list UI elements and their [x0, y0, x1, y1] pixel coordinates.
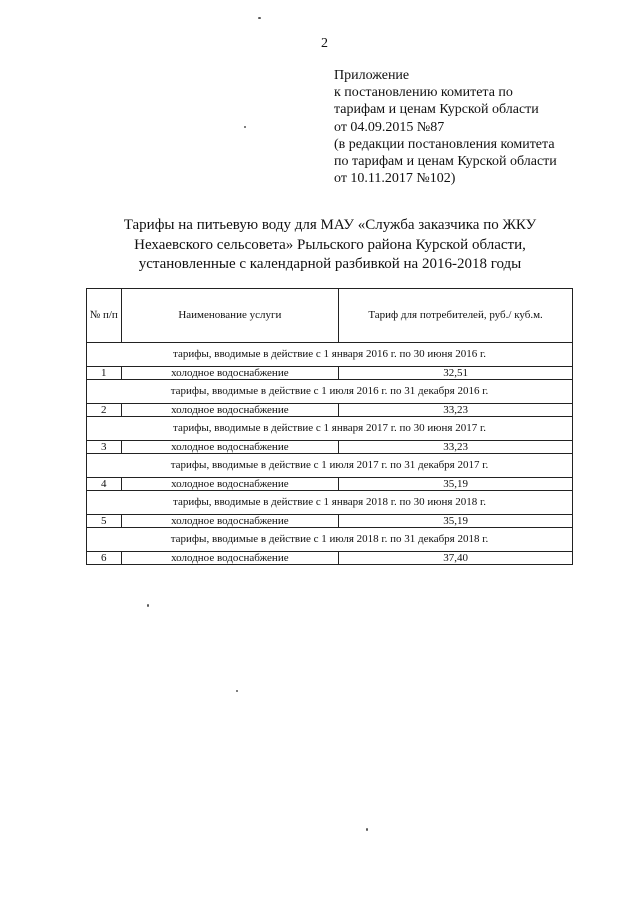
table-row: [87, 367, 573, 380]
document-title: [80, 216, 580, 275]
period-caption: тарифы, вводимые в действие с 1 января 2017 г. по 30 июня 2017 г.: [87, 417, 573, 441]
row-service: холодное водоснабжение: [121, 515, 339, 528]
table-row: [87, 478, 573, 491]
header-service-name: Наименование услуги: [121, 289, 339, 343]
header-tariff: Тариф для потребителей, руб./ куб.м.: [339, 289, 573, 343]
appendix-note: [334, 67, 557, 187]
scan-speck: [147, 604, 149, 607]
row-number: 3: [87, 441, 122, 454]
row-tariff: 33,23: [339, 441, 573, 454]
row-number: 5: [87, 515, 122, 528]
period-row: [87, 417, 573, 441]
row-tariff: 35,19: [339, 478, 573, 491]
appendix-line: от 04.09.2015 №87: [334, 119, 445, 135]
tariff-table: [86, 288, 573, 565]
row-number: 1: [87, 367, 122, 380]
title-line: Тарифы на питьевую воду для МАУ «Служба заказчика по ЖКУ: [123, 217, 537, 233]
table-row: [87, 441, 573, 454]
row-service: холодное водоснабжение: [121, 552, 339, 565]
row-tariff: 33,23: [339, 404, 573, 417]
scan-speck: [258, 17, 261, 19]
row-tariff: 32,51: [339, 367, 573, 380]
appendix-line: тарифам и ценам Курской области: [334, 102, 539, 118]
table-row: [87, 404, 573, 417]
page-number: 2: [321, 36, 328, 51]
appendix-line: к постановлению комитета по: [334, 85, 513, 101]
row-tariff: 37,40: [339, 552, 573, 565]
scan-speck: [236, 690, 238, 692]
period-row: [87, 343, 573, 367]
row-tariff: 35,19: [339, 515, 573, 528]
period-caption: тарифы, вводимые в действие с 1 июля 2017 г. по 31 декабря 2017 г.: [87, 454, 573, 478]
appendix-line: по тарифам и ценам Курской области: [334, 154, 557, 170]
appendix-line: Приложение: [334, 68, 410, 83]
period-row: [87, 528, 573, 552]
period-row: [87, 380, 573, 404]
table-row: [87, 552, 573, 565]
row-service: холодное водоснабжение: [121, 441, 339, 454]
row-service: холодное водоснабжение: [121, 478, 339, 491]
appendix-line: (в редакции постановления комитета: [334, 136, 555, 152]
row-service: холодное водоснабжение: [121, 367, 339, 380]
period-caption: тарифы, вводимые в действие с 1 января 2018 г. по 30 июня 2018 г.: [87, 491, 573, 515]
row-number: 4: [87, 478, 122, 491]
title-line: Нехаевского сельсовета» Рыльского района Курской области,: [134, 236, 526, 253]
scan-speck: [366, 828, 368, 831]
title-line: установленные с календарной разбивкой на 2016-2018 годы: [138, 256, 522, 272]
appendix-line: от 10.11.2017 №102): [334, 171, 456, 187]
period-row: [87, 491, 573, 515]
row-number: 2: [87, 404, 122, 417]
row-number: 6: [87, 552, 122, 565]
period-caption: тарифы, вводимые в действие с 1 января 2016 г. по 30 июня 2016 г.: [87, 343, 573, 367]
period-caption: тарифы, вводимые в действие с 1 июля 2018 г. по 31 декабря 2018 г.: [87, 528, 573, 552]
period-row: [87, 454, 573, 478]
scan-speck: [244, 126, 246, 128]
row-service: холодное водоснабжение: [121, 404, 339, 417]
table-header-row: [87, 289, 573, 343]
period-caption: тарифы, вводимые в действие с 1 июля 2016 г. по 31 декабря 2016 г.: [87, 380, 573, 404]
header-number: № п/п: [87, 289, 122, 343]
table-row: [87, 515, 573, 528]
